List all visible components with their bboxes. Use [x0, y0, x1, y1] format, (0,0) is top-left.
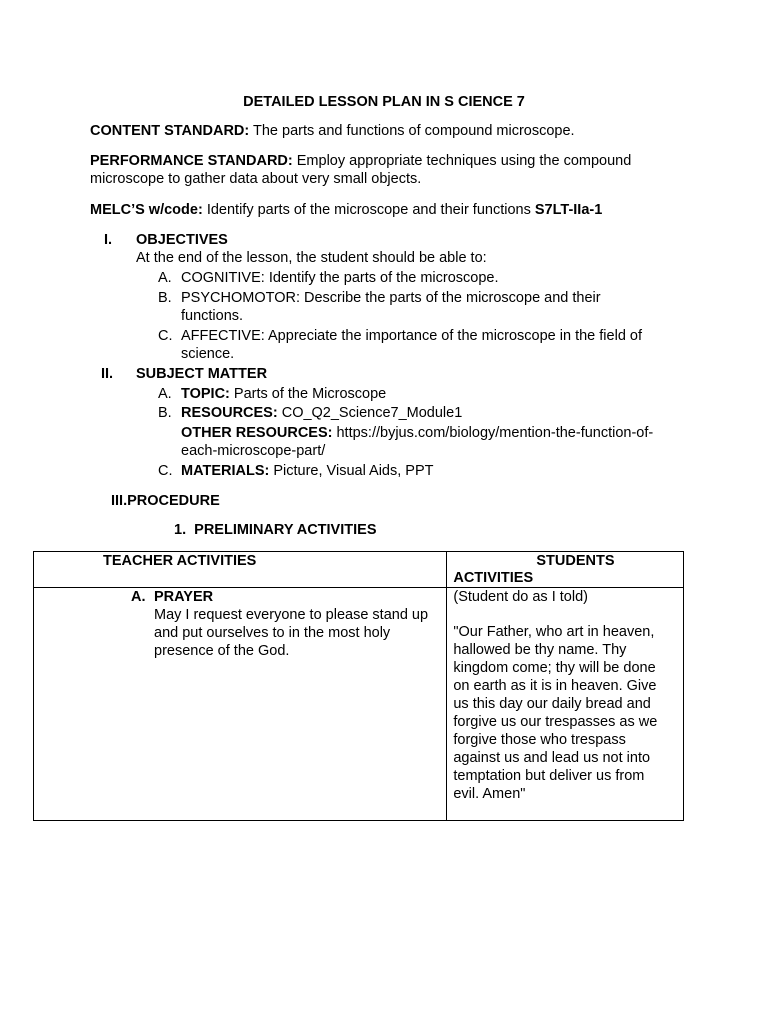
student-prayer-line: forgive those who trespass [453, 732, 626, 748]
objective-b-line2: functions. [181, 308, 244, 324]
other-resources-link-1[interactable]: https://byjus.com/biology/mention-the-function-of- [332, 425, 654, 441]
preliminary-activities-heading: 1. PRELIMINARY ACTIVITIES [174, 522, 377, 538]
student-prayer-line: "Our Father, who art in heaven, [453, 624, 655, 640]
teacher-header-cell [34, 552, 447, 588]
topic-label: TOPIC: [181, 386, 230, 402]
content-standard-label: CONTENT STANDARD: [90, 123, 250, 139]
objective-c-line2: science. [181, 346, 235, 362]
objective-b-mark: B. [158, 290, 172, 306]
topic-mark: A. [158, 386, 172, 402]
melcs-line [90, 201, 680, 219]
document-title: DETAILED LESSON PLAN IN S CIENCE 7 [243, 94, 525, 110]
melcs-label: MELC’S w/code: [90, 202, 203, 218]
prayer-line: May I request everyone to please stand up [154, 607, 429, 623]
objectives-intro: At the end of the lesson, the student should be able to: [136, 250, 487, 266]
section-1-numeral: I. [104, 232, 113, 248]
melcs-code: S7LT-IIa-1 [534, 202, 603, 218]
section-2-heading: SUBJECT MATTER [136, 366, 268, 382]
objective-c-mark: C. [158, 328, 173, 344]
content-standard-text: The parts and functions of compound microscope. [249, 123, 575, 139]
table-row [34, 588, 684, 821]
section-2-numeral: II. [101, 366, 114, 382]
objective-c-line1: AFFECTIVE: Appreciate the importance of the microscope in the field of [181, 328, 642, 344]
activities-table [33, 551, 684, 821]
student-prayer-line: evil. Amen" [453, 786, 526, 802]
topic-line [181, 385, 676, 403]
teacher-activities-header: TEACHER ACTIVITIES [103, 553, 257, 569]
student-first-line: (Student do as I told) [453, 589, 588, 605]
student-prayer-line: against us and lead us not into [453, 750, 651, 766]
objective-b-line1: PSYCHOMOTOR: Describe the parts of the microscope and their [181, 290, 601, 306]
resources-label: RESOURCES: [181, 405, 278, 421]
materials-text: Picture, Visual Aids, PPT [269, 463, 434, 479]
student-prayer-line: on earth as it is in heaven. Give [453, 678, 657, 694]
students-header-line1: STUDENTS [536, 553, 615, 569]
table-header-row [34, 552, 684, 588]
melcs-text: Identify parts of the microscope and their functions [202, 202, 535, 218]
resources-block [181, 404, 676, 460]
prayer-mark: A. [131, 589, 146, 605]
performance-standard [90, 152, 680, 188]
performance-standard-text-1: Employ appropriate techniques using the compound [292, 153, 632, 169]
resources-mark: B. [158, 405, 172, 421]
student-prayer-line: temptation but deliver us from [453, 768, 645, 784]
objective-a: COGNITIVE: Identify the parts of the microscope. [181, 270, 499, 286]
materials-label: MATERIALS: [181, 463, 270, 479]
student-prayer-line: us this day our daily bread and [453, 696, 651, 712]
teacher-activity-cell [34, 588, 447, 821]
objective-b [181, 289, 676, 325]
section-3-heading: III.PROCEDURE [111, 493, 220, 509]
performance-standard-text-2: microscope to gather data about very small objects. [90, 171, 422, 187]
other-resources-link-2[interactable]: each-microscope-part/ [181, 443, 326, 459]
section-1-heading: OBJECTIVES [136, 232, 228, 248]
other-resources-label: OTHER RESOURCES: [181, 425, 333, 441]
student-response [453, 588, 681, 803]
student-prayer-line: kingdom come; thy will be done [453, 660, 656, 676]
materials-line [181, 462, 676, 480]
prayer-line: presence of the God. [154, 643, 290, 659]
student-activity-cell [447, 588, 684, 821]
student-prayer-line: forgive us our trespasses as we [453, 714, 658, 730]
objective-c [181, 327, 676, 363]
prayer-title: PRAYER [154, 589, 214, 605]
objective-a-mark: A. [158, 270, 172, 286]
students-header-line2: ACTIVITIES [453, 570, 534, 586]
resources-text: CO_Q2_Science7_Module1 [277, 405, 463, 421]
student-header-cell [447, 552, 684, 588]
prayer-line: and put ourselves to in the most holy [154, 625, 391, 641]
student-prayer-line: hallowed be thy name. Thy [453, 642, 627, 658]
content-standard [90, 122, 680, 140]
prayer-instructions [154, 606, 444, 660]
performance-standard-label: PERFORMANCE STANDARD: [90, 153, 293, 169]
topic-text: Parts of the Microscope [229, 386, 387, 402]
materials-mark: C. [158, 463, 173, 479]
